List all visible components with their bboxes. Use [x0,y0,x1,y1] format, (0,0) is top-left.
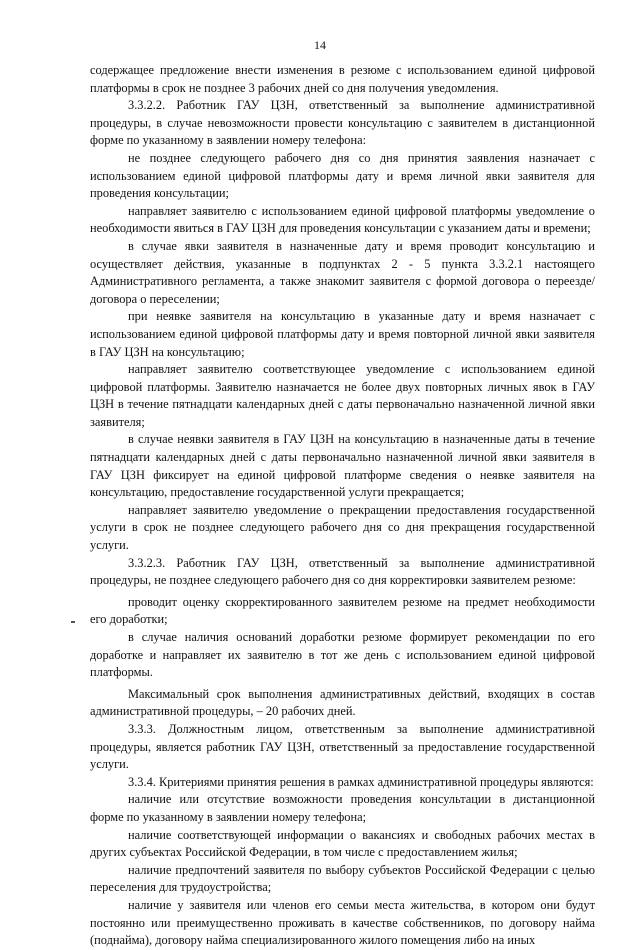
paragraph-3-3-2-2: 3.3.2.2. Работник ГАУ ЦЗН, ответственный за выполнение административной процедуры, в случае невозможности провести консультацию с заявителем в дистанционной форме по указанному в заявлении номеру телефона: [90,98,595,148]
paragraph-3-3-4: 3.3.4. Критериями принятия решения в рамках административной процедуры являются: [128,774,594,789]
paragraph-3-3-2-3: 3.3.2.3. Работник ГАУ ЦЗН, ответственный за выполнение административной процедуры, не позднее следующего рабочего дня со дня корректировки заявителем резюме: [90,555,595,588]
paragraph-criterion-phone: наличие или отсутствие возможности проведения консультации в дистанционной форме по указанному в заявлении номеру телефона; [90,792,595,824]
paragraph-max-term: Максимальный срок выполнения административных действий, входящих в состав административной процедуры, – 20 рабочих дней. [90,686,595,719]
margin-mark [71,621,75,623]
paragraph-termination-notice: направляет заявителю уведомление о прекращении предоставления государственной услуги в срок не позднее следующего рабочего дня со дня прекращения государственной услуги. [90,502,595,553]
paragraph-criterion-vacancies: наличие соответствующей информации о вакансиях и свободных рабочих местах в других субъектах Российской Федерации, в том числе с предоставлением жилья; [90,827,595,860]
paragraph-termination: в случае неявки заявителя в ГАУ ЦЗН на консультацию в назначенные даты в течение пятнадцати календарных дней с даты первоначально назначенной личной явки заявителя в ГАУ ЦЗН фиксирует на единой цифровой платформе сведения о неявке заявителя на консультацию, предоставление государственной услуги прекращается; [90,432,595,500]
paragraph-criterion-residence: наличие у заявителя или членов его семьи места жительства, в котором они будут постоянно или преимущественно проживать в качестве собственников, по договору найма (поднайма), договору найма специализированного жилого помещения либо на иных [90,897,595,948]
paragraph-3-3-3: 3.3.3. Должностным лицом, ответственным за выполнение административной процедуры, является работник ГАУ ЦЗН, ответственный за предоставление государственной услуги. [90,721,595,772]
paragraph-assess-resume: проводит оценку скорректированного заявителем резюме на предмет необходимости его доработки; [90,594,595,627]
paragraph-continuation: содержащее предложение внести изменения в резюме с использованием единой цифровой платформы в срок не позднее 3 рабочих дней со дня получения уведомления. [90,63,595,95]
page-number: 14 [314,38,326,52]
paragraph-notify-visit: направляет заявителю с использованием единой цифровой платформы уведомление о необходимости явиться в ГАУ ЦЗН для проведения консультации с указанием даты и времени; [90,203,595,236]
paragraph-repeat-notice: направляет заявителю соответствующее уведомление с использованием единой цифровой платформы. Заявителю назначается не более двух повторных личных явок в ГАУ ЦЗН в течение пятнадцати календарных дней с даты первоначально назначенной личной явки заявителя; [90,362,595,429]
paragraph-schedule-visit: не позднее следующего рабочего дня со дня принятия заявления назначает с использованием единой цифровой платформы дату и время личной явки заявителя для проведения консультации; [90,150,595,201]
paragraph-criterion-preferences: наличие предпочтений заявителя по выбору субъектов Российской Федерации с целью переселения для трудоустройства; [90,862,595,895]
body-text [90,62,595,950]
paragraph-no-show: при неявке заявителя на консультацию в указанные дату и время назначает с использованием единой цифровой платформы дату и время повторной личной явки заявителя в ГАУ ЦЗН на консультацию; [90,309,595,359]
paragraph-recommendations: в случае наличия оснований доработки резюме формирует рекомендации по его доработке и направляет их заявителю в тот же день с использованием единой цифровой платформы. [90,630,595,680]
paragraph-visit-consultation: в случае явки заявителя в назначенные дату и время проводит консультацию и осуществляет действия, указанные в подпунктах 2 - 5 пункта 3.3.2.1 настоящего Административного регламента, а также знакомит заявителя с формой договора о переезде/договора о переселении; [90,238,595,306]
